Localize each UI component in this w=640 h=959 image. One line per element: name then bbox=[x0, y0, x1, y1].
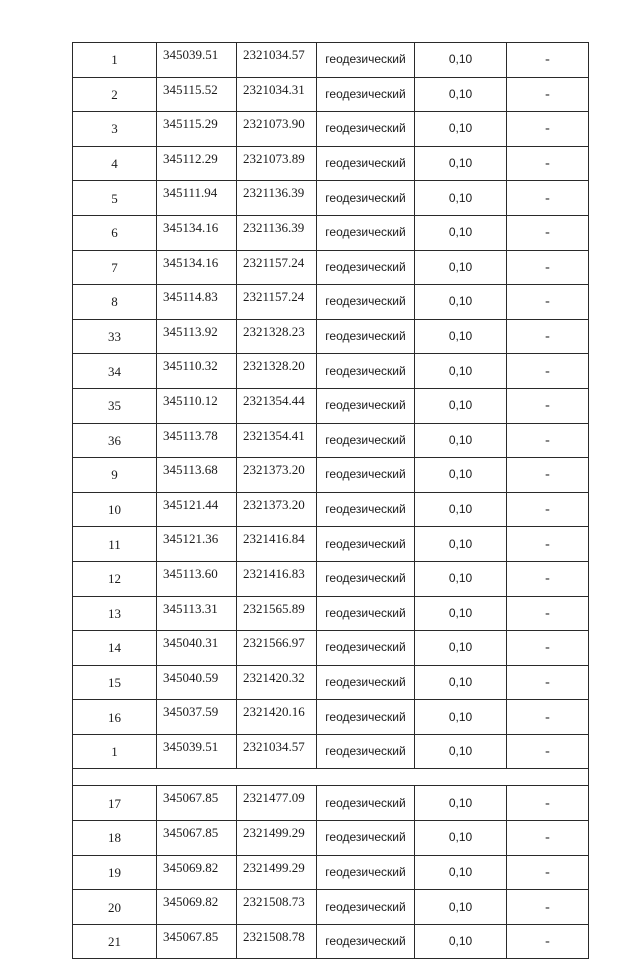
method-cell: геодезический bbox=[317, 734, 415, 769]
y-coordinate-cell: 2321354.44 bbox=[237, 388, 317, 423]
point-number-cell: 6 bbox=[73, 215, 157, 250]
y-coordinate-cell: 2321034.57 bbox=[237, 43, 317, 78]
table-row bbox=[73, 181, 589, 216]
table-row bbox=[73, 631, 589, 666]
y-coordinate-cell: 2321499.29 bbox=[237, 821, 317, 856]
x-coordinate-cell: 345040.31 bbox=[157, 631, 237, 666]
method-cell: геодезический bbox=[317, 112, 415, 147]
accuracy-cell: 0,10 bbox=[415, 492, 507, 527]
x-coordinate-cell: 345067.85 bbox=[157, 821, 237, 856]
method-cell: геодезический bbox=[317, 492, 415, 527]
accuracy-cell: 0,10 bbox=[415, 388, 507, 423]
method-cell: геодезический bbox=[317, 700, 415, 735]
accuracy-cell: 0,10 bbox=[415, 43, 507, 78]
y-coordinate-cell: 2321416.84 bbox=[237, 527, 317, 562]
y-coordinate-cell: 2321354.41 bbox=[237, 423, 317, 458]
method-cell: геодезический bbox=[317, 215, 415, 250]
method-cell: геодезический bbox=[317, 631, 415, 666]
table-row bbox=[73, 388, 589, 423]
x-coordinate-cell: 345110.32 bbox=[157, 354, 237, 389]
method-cell: геодезический bbox=[317, 146, 415, 181]
accuracy-cell: 0,10 bbox=[415, 734, 507, 769]
point-number-cell: 11 bbox=[73, 527, 157, 562]
extra-cell: - bbox=[507, 250, 589, 285]
extra-cell: - bbox=[507, 181, 589, 216]
point-number-cell: 3 bbox=[73, 112, 157, 147]
table-row bbox=[73, 561, 589, 596]
extra-cell: - bbox=[507, 146, 589, 181]
y-coordinate-cell: 2321136.39 bbox=[237, 215, 317, 250]
method-cell: геодезический bbox=[317, 924, 415, 959]
point-number-cell: 17 bbox=[73, 786, 157, 821]
extra-cell: - bbox=[507, 734, 589, 769]
table-row bbox=[73, 146, 589, 181]
accuracy-cell: 0,10 bbox=[415, 527, 507, 562]
point-number-cell: 15 bbox=[73, 665, 157, 700]
y-coordinate-cell: 2321420.32 bbox=[237, 665, 317, 700]
accuracy-cell: 0,10 bbox=[415, 423, 507, 458]
method-cell: геодезический bbox=[317, 596, 415, 631]
method-cell: геодезический bbox=[317, 43, 415, 78]
extra-cell: - bbox=[507, 319, 589, 354]
x-coordinate-cell: 345121.36 bbox=[157, 527, 237, 562]
method-cell: геодезический bbox=[317, 77, 415, 112]
method-cell: геодезический bbox=[317, 527, 415, 562]
y-coordinate-cell: 2321565.89 bbox=[237, 596, 317, 631]
point-number-cell: 1 bbox=[73, 734, 157, 769]
point-number-cell: 33 bbox=[73, 319, 157, 354]
y-coordinate-cell: 2321416.83 bbox=[237, 561, 317, 596]
x-coordinate-cell: 345069.82 bbox=[157, 890, 237, 925]
accuracy-cell: 0,10 bbox=[415, 285, 507, 320]
extra-cell: - bbox=[507, 215, 589, 250]
accuracy-cell: 0,10 bbox=[415, 561, 507, 596]
extra-cell: - bbox=[507, 388, 589, 423]
x-coordinate-cell: 345069.82 bbox=[157, 855, 237, 890]
point-number-cell: 12 bbox=[73, 561, 157, 596]
y-coordinate-cell: 2321328.23 bbox=[237, 319, 317, 354]
method-cell: геодезический bbox=[317, 855, 415, 890]
extra-cell: - bbox=[507, 924, 589, 959]
y-coordinate-cell: 2321034.31 bbox=[237, 77, 317, 112]
accuracy-cell: 0,10 bbox=[415, 924, 507, 959]
method-cell: геодезический bbox=[317, 250, 415, 285]
accuracy-cell: 0,10 bbox=[415, 458, 507, 493]
y-coordinate-cell: 2321073.90 bbox=[237, 112, 317, 147]
table-row bbox=[73, 596, 589, 631]
extra-cell: - bbox=[507, 890, 589, 925]
accuracy-cell: 0,10 bbox=[415, 77, 507, 112]
point-number-cell: 8 bbox=[73, 285, 157, 320]
accuracy-cell: 0,10 bbox=[415, 596, 507, 631]
point-number-cell: 16 bbox=[73, 700, 157, 735]
x-coordinate-cell: 345113.78 bbox=[157, 423, 237, 458]
extra-cell: - bbox=[507, 527, 589, 562]
y-coordinate-cell: 2321034.57 bbox=[237, 734, 317, 769]
table-row bbox=[73, 354, 589, 389]
method-cell: геодезический bbox=[317, 821, 415, 856]
point-number-cell: 35 bbox=[73, 388, 157, 423]
y-coordinate-cell: 2321499.29 bbox=[237, 855, 317, 890]
extra-cell: - bbox=[507, 821, 589, 856]
table-row bbox=[73, 215, 589, 250]
x-coordinate-cell: 345134.16 bbox=[157, 250, 237, 285]
extra-cell: - bbox=[507, 423, 589, 458]
y-coordinate-cell: 2321566.97 bbox=[237, 631, 317, 666]
x-coordinate-cell: 345040.59 bbox=[157, 665, 237, 700]
extra-cell: - bbox=[507, 596, 589, 631]
x-coordinate-cell: 345037.59 bbox=[157, 700, 237, 735]
y-coordinate-cell: 2321157.24 bbox=[237, 250, 317, 285]
y-coordinate-cell: 2321136.39 bbox=[237, 181, 317, 216]
table-row bbox=[73, 924, 589, 959]
accuracy-cell: 0,10 bbox=[415, 250, 507, 285]
point-number-cell: 13 bbox=[73, 596, 157, 631]
point-number-cell: 34 bbox=[73, 354, 157, 389]
extra-cell: - bbox=[507, 77, 589, 112]
coordinates-table-body bbox=[73, 43, 589, 959]
y-coordinate-cell: 2321373.20 bbox=[237, 492, 317, 527]
accuracy-cell: 0,10 bbox=[415, 890, 507, 925]
method-cell: геодезический bbox=[317, 181, 415, 216]
extra-cell: - bbox=[507, 492, 589, 527]
extra-cell: - bbox=[507, 458, 589, 493]
x-coordinate-cell: 345121.44 bbox=[157, 492, 237, 527]
extra-cell: - bbox=[507, 700, 589, 735]
point-number-cell: 4 bbox=[73, 146, 157, 181]
extra-cell: - bbox=[507, 43, 589, 78]
y-coordinate-cell: 2321373.20 bbox=[237, 458, 317, 493]
x-coordinate-cell: 345067.85 bbox=[157, 924, 237, 959]
table-row bbox=[73, 423, 589, 458]
method-cell: геодезический bbox=[317, 423, 415, 458]
y-coordinate-cell: 2321420.16 bbox=[237, 700, 317, 735]
table-row bbox=[73, 250, 589, 285]
table-row bbox=[73, 43, 589, 78]
extra-cell: - bbox=[507, 631, 589, 666]
table-row bbox=[73, 821, 589, 856]
method-cell: геодезический bbox=[317, 458, 415, 493]
point-number-cell: 5 bbox=[73, 181, 157, 216]
x-coordinate-cell: 345111.94 bbox=[157, 181, 237, 216]
method-cell: геодезический bbox=[317, 285, 415, 320]
coordinates-table bbox=[72, 42, 589, 959]
point-number-cell: 1 bbox=[73, 43, 157, 78]
accuracy-cell: 0,10 bbox=[415, 700, 507, 735]
point-number-cell: 10 bbox=[73, 492, 157, 527]
x-coordinate-cell: 345113.92 bbox=[157, 319, 237, 354]
table-row bbox=[73, 77, 589, 112]
x-coordinate-cell: 345113.60 bbox=[157, 561, 237, 596]
method-cell: геодезический bbox=[317, 388, 415, 423]
point-number-cell: 21 bbox=[73, 924, 157, 959]
extra-cell: - bbox=[507, 285, 589, 320]
x-coordinate-cell: 345114.83 bbox=[157, 285, 237, 320]
table-row bbox=[73, 319, 589, 354]
table-row bbox=[73, 458, 589, 493]
x-coordinate-cell: 345039.51 bbox=[157, 734, 237, 769]
point-number-cell: 19 bbox=[73, 855, 157, 890]
table-row bbox=[73, 734, 589, 769]
table-row bbox=[73, 527, 589, 562]
table-row bbox=[73, 855, 589, 890]
accuracy-cell: 0,10 bbox=[415, 786, 507, 821]
extra-cell: - bbox=[507, 112, 589, 147]
x-coordinate-cell: 345115.29 bbox=[157, 112, 237, 147]
y-coordinate-cell: 2321328.20 bbox=[237, 354, 317, 389]
table-row bbox=[73, 665, 589, 700]
accuracy-cell: 0,10 bbox=[415, 319, 507, 354]
method-cell: геодезический bbox=[317, 890, 415, 925]
method-cell: геодезический bbox=[317, 665, 415, 700]
accuracy-cell: 0,10 bbox=[415, 631, 507, 666]
x-coordinate-cell: 345112.29 bbox=[157, 146, 237, 181]
x-coordinate-cell: 345039.51 bbox=[157, 43, 237, 78]
method-cell: геодезический bbox=[317, 561, 415, 596]
y-coordinate-cell: 2321477.09 bbox=[237, 786, 317, 821]
accuracy-cell: 0,10 bbox=[415, 215, 507, 250]
extra-cell: - bbox=[507, 354, 589, 389]
extra-cell: - bbox=[507, 561, 589, 596]
separator-cell bbox=[73, 769, 589, 786]
table-row bbox=[73, 492, 589, 527]
table-row bbox=[73, 700, 589, 735]
extra-cell: - bbox=[507, 855, 589, 890]
extra-cell: - bbox=[507, 786, 589, 821]
accuracy-cell: 0,10 bbox=[415, 354, 507, 389]
method-cell: геодезический bbox=[317, 319, 415, 354]
coordinates-sheet bbox=[72, 42, 588, 959]
x-coordinate-cell: 345067.85 bbox=[157, 786, 237, 821]
point-number-cell: 9 bbox=[73, 458, 157, 493]
method-cell: геодезический bbox=[317, 354, 415, 389]
y-coordinate-cell: 2321508.73 bbox=[237, 890, 317, 925]
point-number-cell: 7 bbox=[73, 250, 157, 285]
y-coordinate-cell: 2321073.89 bbox=[237, 146, 317, 181]
separator-row bbox=[73, 769, 589, 786]
point-number-cell: 14 bbox=[73, 631, 157, 666]
accuracy-cell: 0,10 bbox=[415, 146, 507, 181]
x-coordinate-cell: 345115.52 bbox=[157, 77, 237, 112]
table-row bbox=[73, 786, 589, 821]
point-number-cell: 18 bbox=[73, 821, 157, 856]
extra-cell: - bbox=[507, 665, 589, 700]
point-number-cell: 2 bbox=[73, 77, 157, 112]
table-row bbox=[73, 112, 589, 147]
table-row bbox=[73, 890, 589, 925]
point-number-cell: 20 bbox=[73, 890, 157, 925]
x-coordinate-cell: 345134.16 bbox=[157, 215, 237, 250]
y-coordinate-cell: 2321508.78 bbox=[237, 924, 317, 959]
accuracy-cell: 0,10 bbox=[415, 112, 507, 147]
y-coordinate-cell: 2321157.24 bbox=[237, 285, 317, 320]
accuracy-cell: 0,10 bbox=[415, 855, 507, 890]
method-cell: геодезический bbox=[317, 786, 415, 821]
x-coordinate-cell: 345113.31 bbox=[157, 596, 237, 631]
accuracy-cell: 0,10 bbox=[415, 821, 507, 856]
accuracy-cell: 0,10 bbox=[415, 181, 507, 216]
x-coordinate-cell: 345113.68 bbox=[157, 458, 237, 493]
accuracy-cell: 0,10 bbox=[415, 665, 507, 700]
point-number-cell: 36 bbox=[73, 423, 157, 458]
x-coordinate-cell: 345110.12 bbox=[157, 388, 237, 423]
table-row bbox=[73, 285, 589, 320]
